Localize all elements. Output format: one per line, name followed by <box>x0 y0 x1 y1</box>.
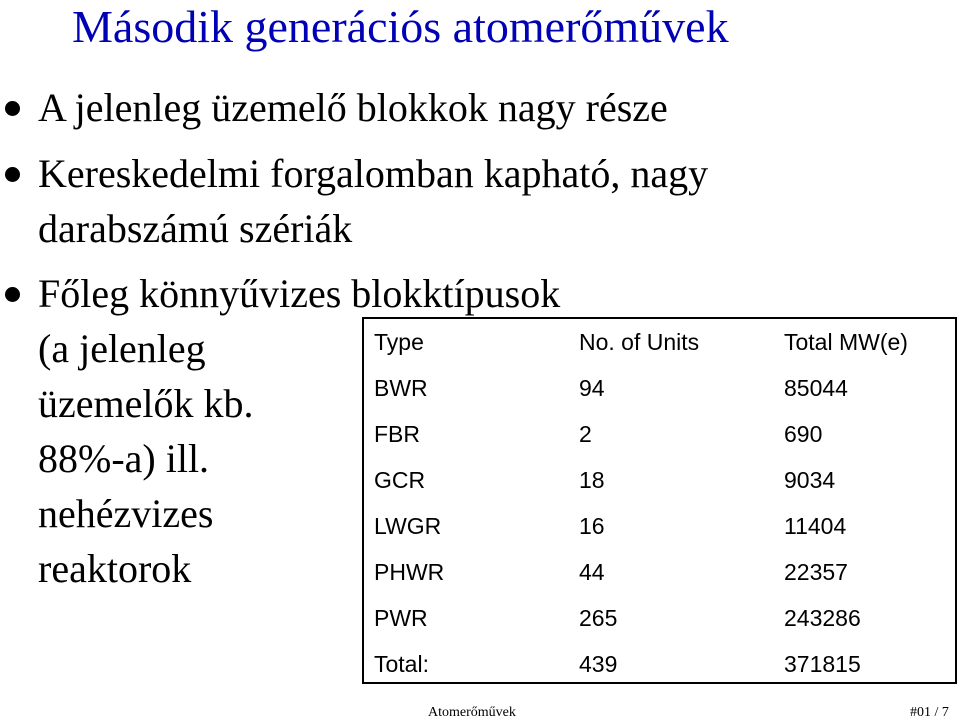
footer-title: Atomerőművek <box>428 705 516 720</box>
table-total-units: 439 <box>579 651 618 677</box>
table-row <box>364 503 955 549</box>
bullet-text: A jelenleg üzemelő blokkok nagy része <box>38 85 668 130</box>
table-cell-type: LWGR <box>374 513 442 539</box>
bullet-dot-icon <box>5 167 20 182</box>
table-cell-type: BWR <box>374 375 428 401</box>
table-row <box>364 595 955 641</box>
table-cell-mw: 9034 <box>784 467 836 493</box>
table-total-mw: 371815 <box>784 651 861 677</box>
table-cell-type: FBR <box>374 421 420 447</box>
table-cell-units: 18 <box>579 467 605 493</box>
table-header-units: No. of Units <box>579 329 700 355</box>
table-row <box>364 365 955 411</box>
table-cell-units: 94 <box>579 375 605 401</box>
bullet-text-continuation: nehézvizes <box>38 491 214 536</box>
table-cell-units: 16 <box>579 513 605 539</box>
table-header-type: Type <box>374 329 424 355</box>
reactor-type-table <box>362 317 957 684</box>
table-row <box>364 411 955 457</box>
slide-title: Második generációs atomerőművek <box>72 1 729 52</box>
table-cell-mw: 22357 <box>784 559 848 585</box>
table-cell-mw: 690 <box>784 421 823 447</box>
table-total-label: Total: <box>374 651 429 677</box>
bullet-dot-icon <box>5 287 20 302</box>
table-cell-units: 2 <box>579 421 592 447</box>
table-cell-type: GCR <box>374 467 426 493</box>
table-cell-mw: 243286 <box>784 605 861 631</box>
table-cell-mw: 11404 <box>784 513 847 539</box>
bullet-text-continuation: darabszámú szériák <box>38 206 353 251</box>
table-total-row <box>364 641 955 687</box>
table-row <box>364 457 955 503</box>
bullet-text: Kereskedelmi forgalomban kapható, nagy <box>38 151 709 196</box>
bullet-text-continuation: (a jelenleg <box>38 326 206 371</box>
table-cell-units: 44 <box>579 559 605 585</box>
table-header-mw: Total MW(e) <box>784 329 908 355</box>
table-cell-mw: 85044 <box>784 375 848 401</box>
footer-page-number: #01 / 7 <box>910 705 949 720</box>
bullet-text-continuation: reaktorok <box>38 546 192 591</box>
table-header-row <box>364 319 955 365</box>
bullet-dot-icon <box>5 101 20 116</box>
table-cell-units: 265 <box>579 605 618 631</box>
bullet-text-continuation: 88%-a) ill. <box>38 436 210 481</box>
table-cell-type: PHWR <box>374 559 445 585</box>
table-row <box>364 549 955 595</box>
bullet-text-continuation: üzemelők kb. <box>38 381 254 426</box>
bullet-text: Főleg könnyűvizes blokktípusok <box>38 271 561 316</box>
table-cell-type: PWR <box>374 605 428 631</box>
